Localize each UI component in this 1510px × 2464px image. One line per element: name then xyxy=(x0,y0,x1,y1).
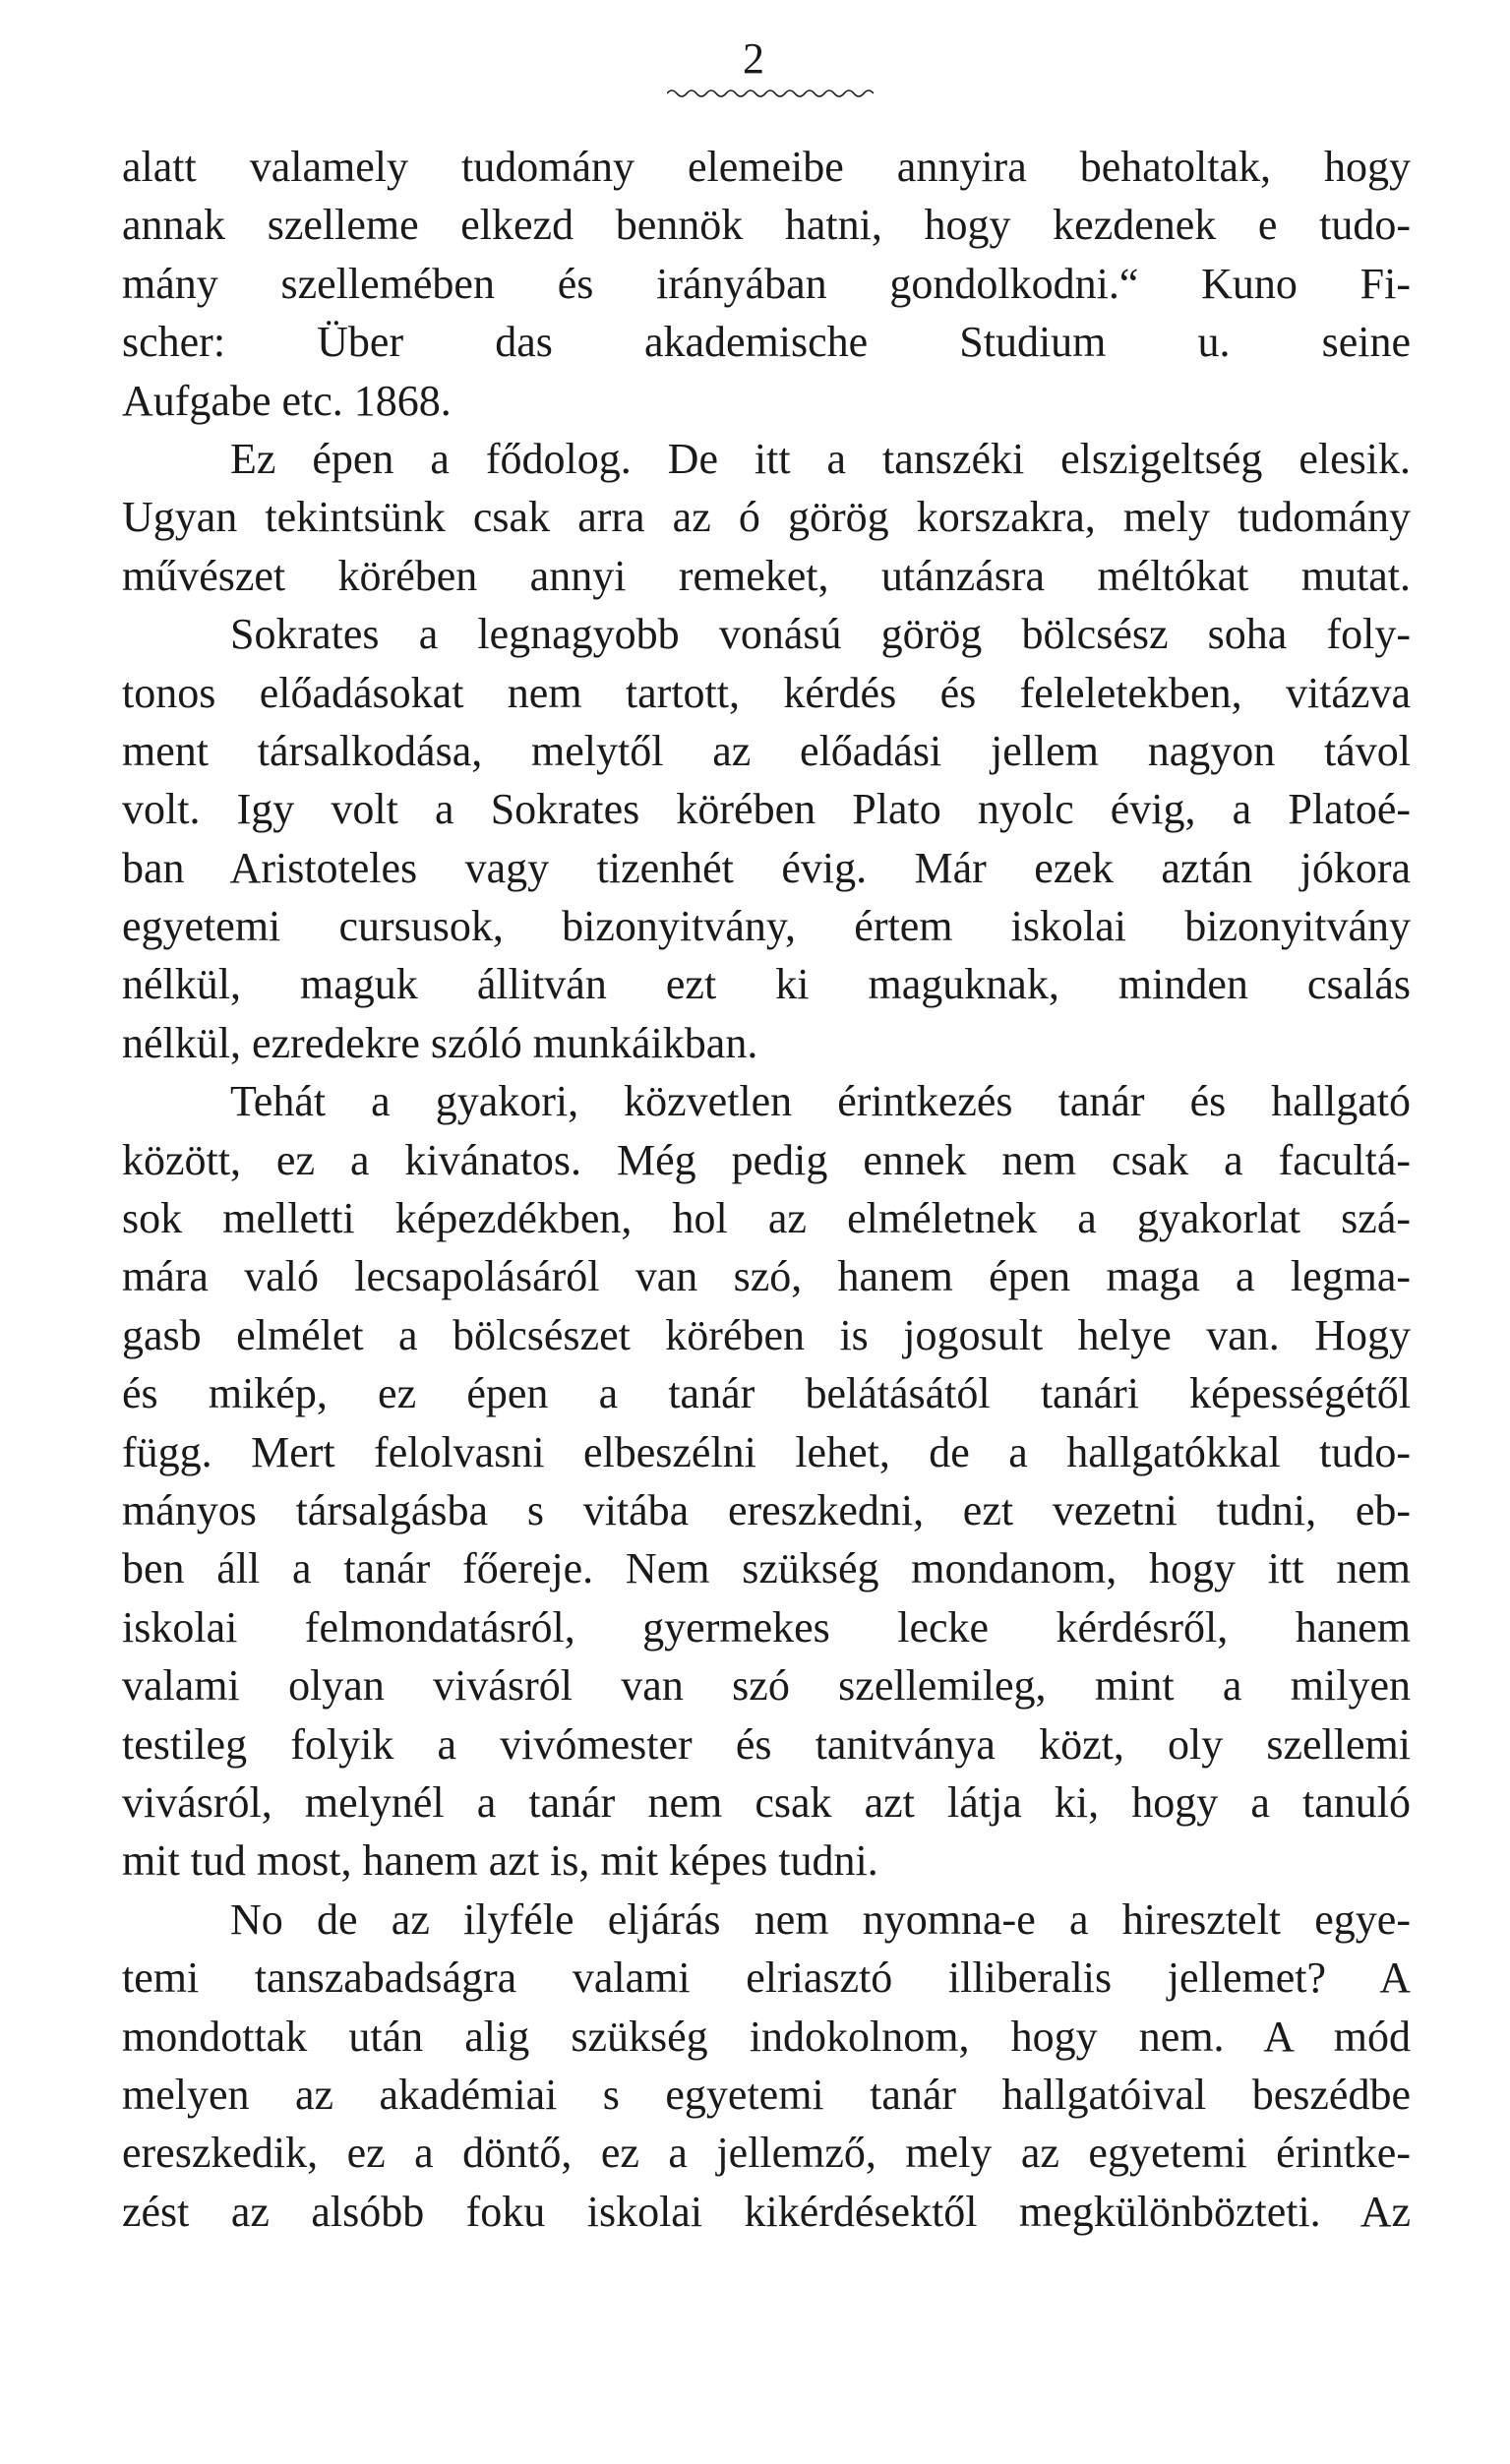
text-line: ben áll a tanár főereje. Nem szükség mondanom, hogy itt nem xyxy=(122,1544,1411,1593)
text-line: sok melletti képezdékben, hol az elméletnek a gyakorlat szá- xyxy=(122,1194,1411,1243)
text-line: Ugyan tekintsünk csak arra az ó görög korszakra, mely tudomány xyxy=(122,493,1411,542)
text-line: Aufgabe etc. 1868. xyxy=(122,376,452,425)
text-line: Tehát a gyakori, közvetlen érintkezés tanár és hallgató xyxy=(230,1077,1411,1126)
text-line: vivásról, melynél a tanár nem csak azt látja ki, hogy a tanuló xyxy=(122,1777,1411,1827)
text-line: scher: Über das akademische Studium u. seine xyxy=(122,318,1411,367)
text-line: ment társalkodása, melytől az előadási jellem nagyon távol xyxy=(122,726,1411,775)
text-line: ereszkedik, ez a döntő, ez a jellemző, mely az egyetemi érintke- xyxy=(122,2129,1411,2178)
text-line: Sokrates a legnagyobb vonású görög bölcsész soha foly- xyxy=(230,610,1411,659)
text-line: zést az alsóbb foku iskolai kikérdésektől megkülönbözteti. Az xyxy=(122,2187,1411,2236)
text-line: nélkül, maguk állitván ezt ki maguknak, minden csalás xyxy=(122,960,1411,1009)
text-line: temi tanszabadságra valami elriasztó illiberalis jellemet? A xyxy=(122,1953,1411,2003)
text-line: egyetemi cursusok, bizonyitvány, értem iskolai bizonyitvány xyxy=(122,902,1411,951)
text-line: nélkül, ezredekre szóló munkáikban. xyxy=(122,1018,758,1067)
text-line: testileg folyik a vivómester és tanitványa közt, oly szellemi xyxy=(122,1719,1411,1769)
text-line: volt. Igy volt a Sokrates körében Plato nyolc évig, a Platoé- xyxy=(122,785,1411,834)
text-line: tonos előadásokat nem tartott, kérdés és feleletekben, vitázva xyxy=(122,668,1411,717)
text-line: függ. Mert felolvasni elbeszélni lehet, de a hallgatókkal tudo- xyxy=(122,1427,1411,1476)
text-line: mányos társalgásba s vitába ereszkedni, ezt vezetni tudni, eb- xyxy=(122,1485,1411,1534)
wavy-rule-ornament xyxy=(667,87,874,100)
text-line: művészet körében annyi remeket, utánzásra méltókat mutat. xyxy=(122,551,1411,600)
text-line: között, ez a kivánatos. Még pedig ennek nem csak a facultá- xyxy=(122,1135,1411,1184)
body-text xyxy=(122,138,1411,2241)
text-line: Ez épen a fődolog. De itt a tanszéki elszigeltség elesik. xyxy=(230,434,1411,483)
text-line: mára való lecsapolásáról van szó, hanem épen maga a legma- xyxy=(122,1252,1411,1301)
text-line: No de az ilyféle eljárás nem nyomna-e a hiresztelt egye- xyxy=(230,1894,1411,1944)
text-line: iskolai felmondatásról, gyermekes lecke kérdésről, hanem xyxy=(122,1602,1411,1652)
text-line: mit tud most, hanem azt is, mit képes tudni. xyxy=(122,1836,878,1886)
page-number: 2 xyxy=(743,34,764,83)
text-line: mondottak után alig szükség indokolnom, hogy nem. A mód xyxy=(122,2012,1411,2061)
text-line: alatt valamely tudomány elemeibe annyira behatoltak, hogy xyxy=(122,143,1411,191)
text-line: valami olyan vivásról van szó szellemileg, mint a milyen xyxy=(122,1661,1411,1711)
text-line: ban Aristoteles vagy tizenhét évig. Már ezek aztán jókora xyxy=(122,843,1411,892)
text-line: melyen az akadémiai s egyetemi tanár hallgatóival beszédbe xyxy=(122,2070,1411,2119)
text-line: annak szelleme elkezd bennök hatni, hogy kezdenek e tudo- xyxy=(122,201,1411,250)
text-line: és mikép, ez épen a tanár belátásától tanári képességétől xyxy=(122,1369,1411,1418)
text-line: gasb elmélet a bölcsészet körében is jogosult helye van. Hogy xyxy=(122,1310,1411,1359)
text-line: mány szellemében és irányában gondolkodni.“ Kuno Fi- xyxy=(122,259,1411,308)
